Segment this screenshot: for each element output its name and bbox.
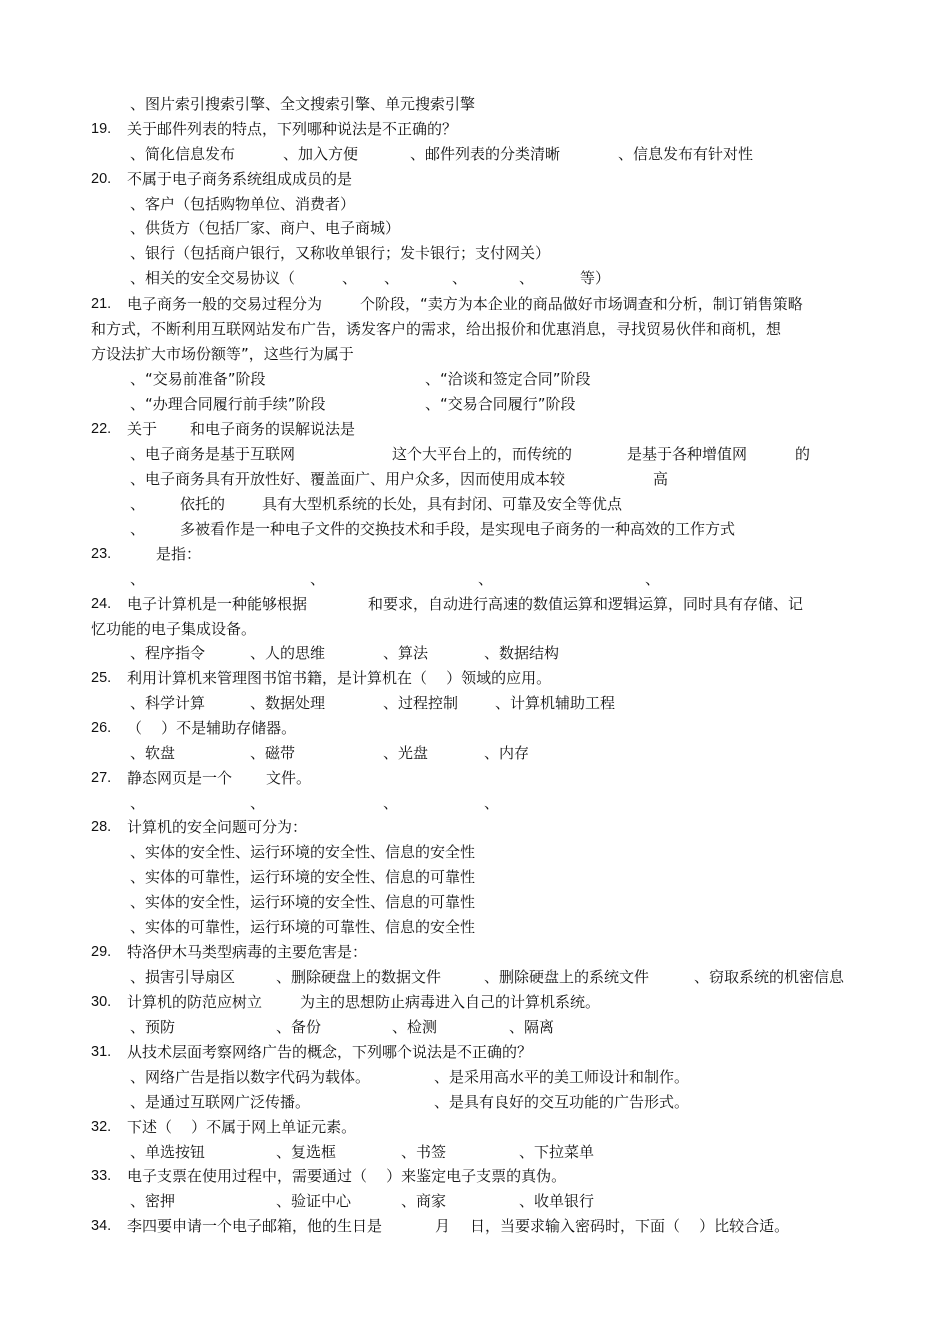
- option-a: 、“交易前准备”阶段: [130, 370, 266, 388]
- option-b: 、加入方便: [283, 145, 359, 163]
- option-d: 、内存: [484, 744, 530, 762]
- option-d-sep: 、: [452, 269, 468, 287]
- option-b: 、是采用高水平的美工师设计和制作。: [434, 1068, 690, 1086]
- option-a: 、客户（包括购物单位、消费者）: [130, 195, 356, 213]
- option-d: 、“交易合同履行”阶段: [425, 395, 576, 413]
- question-text: 计算机的安全问题可分为：: [127, 818, 308, 836]
- option-d-sep: 、: [384, 269, 400, 287]
- option-a: 、电子商务是基于互联网: [130, 445, 296, 463]
- option-b: 、电子商务具有开放性好、覆盖面广、用户众多，因而使用成本较: [130, 470, 566, 488]
- option-b: 、人的思维: [250, 644, 326, 662]
- question-text: 电子支票在使用过程中，需要通过（ ）来鉴定电子支票的真伪。: [127, 1167, 567, 1185]
- question-text: 从技术层面考察网络广告的概念，下列哪个说法是不正确的？: [127, 1043, 533, 1061]
- question-text: 文件。: [266, 769, 312, 787]
- option-a: 、科学计算: [130, 694, 206, 712]
- option-d: 、窃取系统的机密信息: [694, 968, 845, 986]
- question-text: 下述（ ）不属于网上单证元素。: [127, 1118, 357, 1136]
- question-text: 利用计算机来管理图书馆书籍，是计算机在（ ）领域的应用。: [127, 669, 552, 687]
- question-number: 27.: [91, 770, 112, 786]
- question-number: 29.: [91, 944, 112, 960]
- question-number: 19.: [91, 121, 112, 137]
- option-a: 、密押: [130, 1192, 176, 1210]
- question-text: 李四要申请一个电子邮箱，他的生日是: [127, 1217, 383, 1235]
- option-c: 、光盘: [383, 744, 429, 762]
- option-d: 、: [645, 570, 661, 588]
- option-b: 、验证中心: [276, 1192, 352, 1210]
- question-number: 26.: [91, 720, 112, 736]
- option-b: 、供货方（包括厂家、商户、电子商城）: [130, 219, 401, 237]
- question-number: 25.: [91, 670, 112, 686]
- option-d: 、收单银行: [519, 1192, 595, 1210]
- question-text: 和要求，自动进行高速的数值运算和逻辑运算，同时具有存储、记: [368, 595, 804, 613]
- option-text: 、图片索引搜索引擎、全文搜索引擎、单元搜索引擎: [130, 95, 476, 113]
- option-c: 、银行（包括商户银行，又称收单银行；发卡银行；支付网关）: [130, 244, 551, 262]
- option-d-sep: 、: [519, 269, 535, 287]
- option-b: 高: [653, 470, 669, 488]
- option-a: 是基于各种增值网: [627, 445, 748, 463]
- option-d: 、数据结构: [484, 644, 560, 662]
- option-b: 、删除硬盘上的数据文件: [276, 968, 442, 986]
- question-text: 特洛伊木马类型病毒的主要危害是：: [127, 943, 368, 961]
- option-a: 的: [795, 445, 811, 463]
- option-b: 、磁带: [250, 744, 296, 762]
- option-c: 、删除硬盘上的系统文件: [484, 968, 650, 986]
- question-text: 和方式，不断利用互联网站发布广告，诱发客户的需求，给出报价和优惠消息，寻找贸易伙伴和商机，想: [91, 320, 782, 338]
- option-d-end: 等）: [580, 269, 611, 287]
- option-b: 、: [250, 794, 266, 812]
- option-c: 、“办理合同履行前手续”阶段: [130, 395, 326, 413]
- question-text: 方设法扩大市场份额等”，这些行为属于: [91, 345, 354, 363]
- option-c: 、过程控制: [383, 694, 459, 712]
- option-c: 、: [130, 495, 146, 513]
- option-c: 、是通过互联网广泛传播。: [130, 1093, 311, 1111]
- option-b: 、复选框: [276, 1143, 337, 1161]
- option-a: 、: [130, 570, 146, 588]
- option-a: 这个大平台上的，而传统的: [392, 445, 573, 463]
- question-number: 24.: [91, 596, 112, 612]
- option-b: 、数据处理: [250, 694, 326, 712]
- option-c: 、商家: [401, 1192, 447, 1210]
- question-number: 20.: [91, 171, 112, 187]
- option-c: 、检测: [392, 1018, 438, 1036]
- option-c: 、书签: [401, 1143, 447, 1161]
- question-text: 忆功能的电子集成设备。: [91, 620, 257, 638]
- option-b: 、“洽谈和签定合同”阶段: [425, 370, 591, 388]
- question-text: 关于邮件列表的特点，下列哪种说法是不正确的？: [127, 120, 458, 138]
- option-d: 、实体的可靠性，运行环境的可靠性、信息的安全性: [130, 918, 476, 936]
- question-text: 月: [435, 1217, 451, 1235]
- option-c: 、: [478, 570, 494, 588]
- option-b: 、: [310, 570, 326, 588]
- option-a: 、软盘: [130, 744, 176, 762]
- option-c: 、算法: [383, 644, 429, 662]
- question-text: 不属于电子商务系统组成成员的是: [127, 170, 353, 188]
- option-a: 、单选按钮: [130, 1143, 206, 1161]
- question-text: 和电子商务的误解说法是: [190, 420, 356, 438]
- question-number: 21.: [91, 296, 112, 312]
- option-d: 、信息发布有针对性: [618, 145, 754, 163]
- question-text: 是指：: [156, 545, 202, 563]
- option-d: 多被看作是一种电子文件的交换技术和手段，是实现电子商务的一种高效的工作方式: [180, 520, 736, 538]
- question-text: 电子计算机是一种能够根据: [127, 595, 308, 613]
- question-number: 34.: [91, 1218, 112, 1234]
- option-d: 、: [130, 520, 146, 538]
- question-text: 电子商务一般的交易过程分为: [127, 295, 323, 313]
- question-number: 32.: [91, 1119, 112, 1135]
- question-number: 22.: [91, 421, 112, 437]
- question-text: 个阶段，“卖方为本企业的商品做好市场调查和分析，制订销售策略: [360, 295, 803, 313]
- option-a: 、程序指令: [130, 644, 206, 662]
- option-b: 、实体的可靠性，运行环境的安全性、信息的可靠性: [130, 868, 476, 886]
- question-number: 23.: [91, 546, 112, 562]
- option-a: 、网络广告是指以数字代码为载体。: [130, 1068, 371, 1086]
- question-text: 静态网页是一个: [127, 769, 233, 787]
- option-c: 、实体的安全性，运行环境的安全性、信息的可靠性: [130, 893, 476, 911]
- option-c: 、: [383, 794, 399, 812]
- option-c: 依托的: [180, 495, 226, 513]
- question-number: 33.: [91, 1168, 112, 1184]
- option-a: 、实体的安全性、运行环境的安全性、信息的安全性: [130, 843, 476, 861]
- question-text: 日，当要求输入密码时，下面（ ）比较合适。: [470, 1217, 790, 1235]
- question-text: （ ）不是辅助存储器。: [127, 719, 297, 737]
- question-number: 30.: [91, 994, 112, 1010]
- option-d: 、: [484, 794, 500, 812]
- option-c: 具有大型机系统的长处，具有封闭、可靠及安全等优点: [262, 495, 623, 513]
- option-b: 、备份: [276, 1018, 322, 1036]
- option-d-sep: 、: [342, 269, 358, 287]
- option-a: 、: [130, 794, 146, 812]
- option-d: 、下拉菜单: [519, 1143, 595, 1161]
- question-text: 计算机的防范应树立: [127, 993, 263, 1011]
- option-d: 、相关的安全交易协议（: [130, 269, 296, 287]
- option-a: 、简化信息发布: [130, 145, 236, 163]
- question-number: 31.: [91, 1044, 112, 1060]
- question-number: 28.: [91, 819, 112, 835]
- option-c: 、邮件列表的分类清晰: [410, 145, 561, 163]
- option-a: 、损害引导扇区: [130, 968, 236, 986]
- option-d: 、计算机辅助工程: [495, 694, 616, 712]
- option-d: 、隔离: [509, 1018, 555, 1036]
- option-d: 、是具有良好的交互功能的广告形式。: [434, 1093, 690, 1111]
- question-text: 为主的思想防止病毒进入自己的计算机系统。: [300, 993, 601, 1011]
- option-a: 、预防: [130, 1018, 176, 1036]
- question-text: 关于: [127, 420, 158, 438]
